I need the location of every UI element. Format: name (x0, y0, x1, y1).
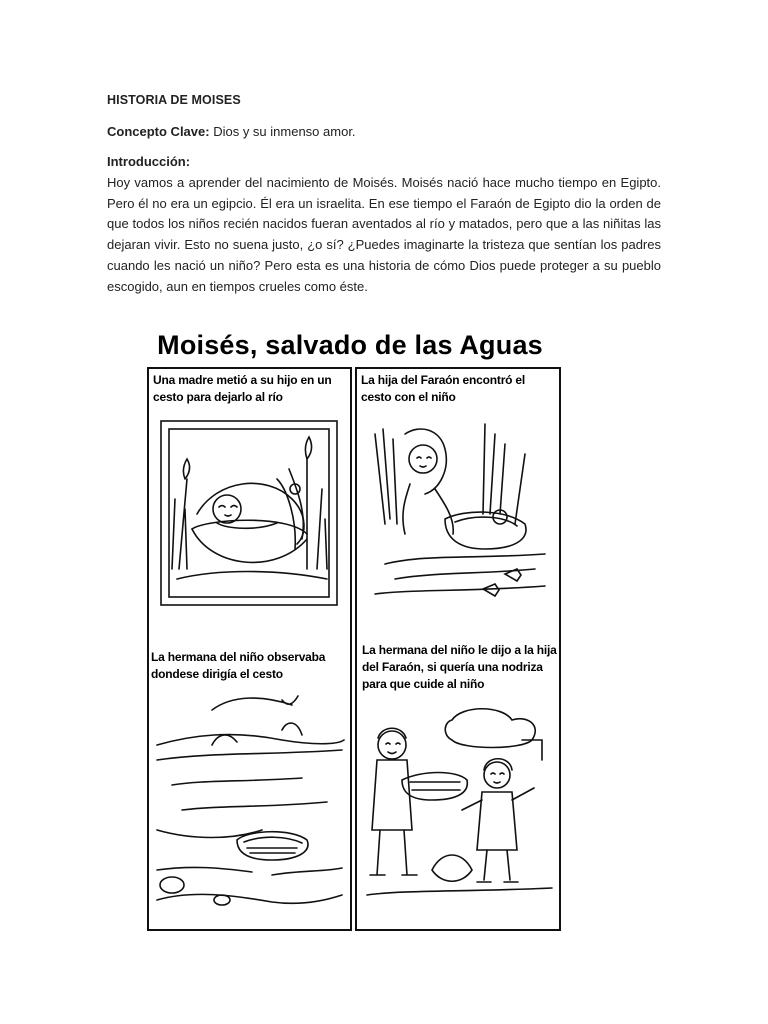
key-concept-label: Concepto Clave: (107, 124, 210, 139)
princess-finds-basket-illustration (365, 414, 555, 614)
intro-heading: Introducción: (107, 154, 191, 169)
document-title: HISTORIA DE MOISES (107, 93, 241, 107)
baby-in-basket-illustration (157, 419, 343, 609)
panel-4-caption: La hermana del niño le dijo a la hija del Faraón, si quería una nodriza para que cuide al niño (362, 643, 557, 691)
panel-3-caption: La hermana del niño observaba dondese dirigía el cesto (151, 650, 326, 681)
basket-floating-illustration (152, 690, 347, 915)
intro-paragraph: Hoy vamos a aprender del nacimiento de Moisés. Moisés nació hace mucho tiempo en Egipto. Pero él no era un egipcio. Él era un israelita. En ese tiempo el Faraón de Egipto dio la orden de que todos los niños recién nacidos fueran aventados al río y matados, pero que a las niñitas las dejaran vivir. Esto no suena justo, ¿o sí? ¿Puedes imaginarte la tristeza que sentían los padres cuando les nació un niño? Pero esta es una historia de cómo Dios puede proteger a su pueblo escogido, aun en tiempos crueles como éste. (107, 175, 661, 294)
key-concept (107, 124, 356, 139)
panel-1-caption: Una madre metió a su hijo en un cesto para dejarlo al río (153, 373, 332, 404)
worksheet-title: Moisés, salvado de las Aguas (157, 330, 543, 360)
key-concept-value: Dios y su inmenso amor. (213, 124, 356, 139)
sister-and-servant-illustration (362, 700, 557, 920)
panel-2-caption: La hija del Faraón encontró el cesto con el niño (361, 373, 526, 404)
